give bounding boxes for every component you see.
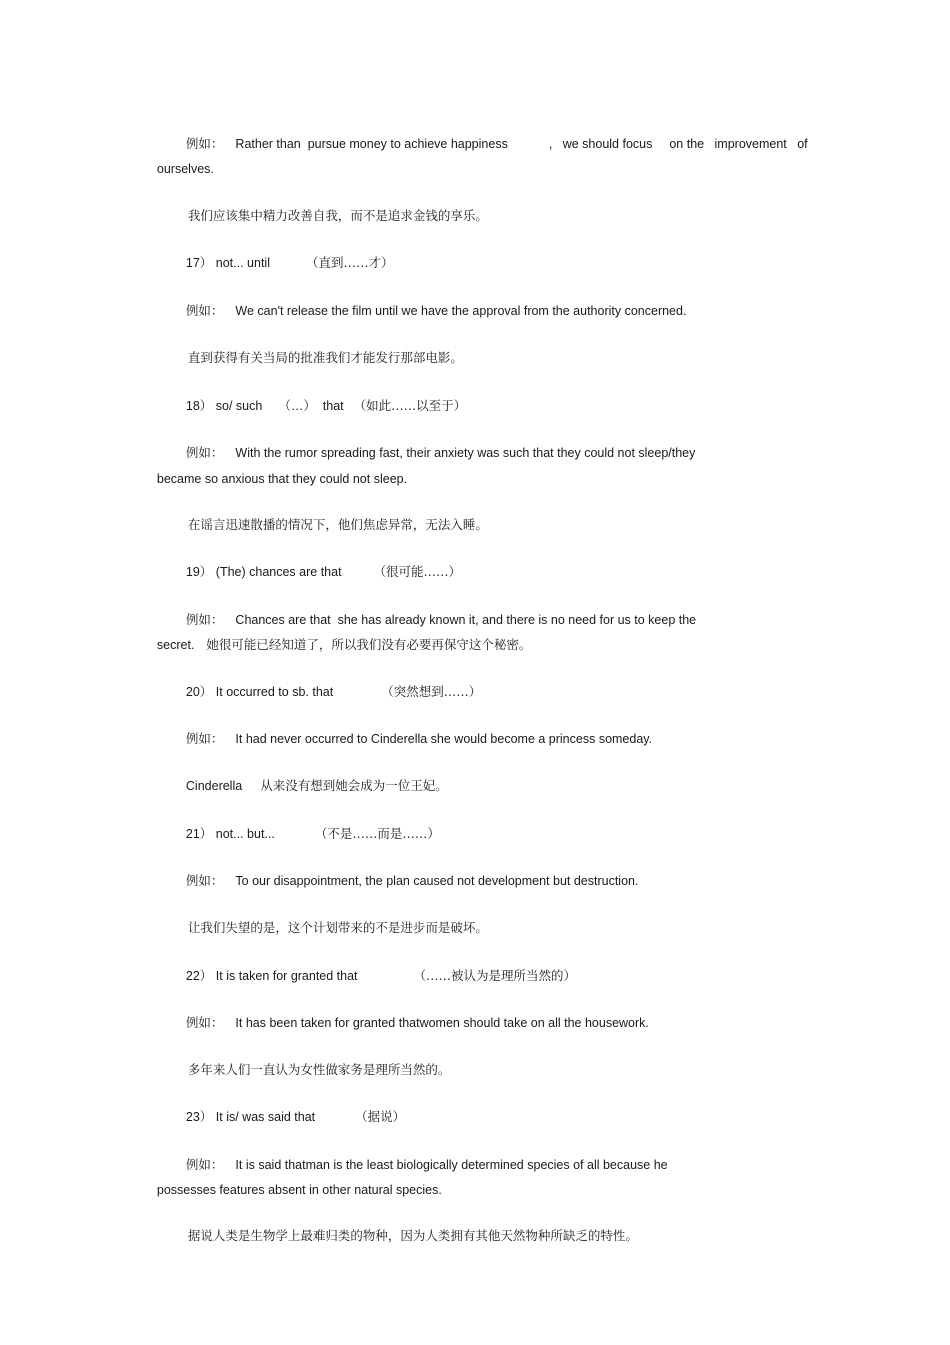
example-text: It is said thatman is the least biologically determined species of all because he xyxy=(235,1158,668,1172)
translation-line xyxy=(172,501,488,549)
translation-name: Cinderella xyxy=(185,779,243,793)
example-line xyxy=(172,857,638,905)
example-label: 例如： xyxy=(185,1015,224,1030)
heading-en: 18） so/ such xyxy=(185,399,263,413)
translation-text: 多年来人们一直认为女性做家务是理所当然的。 xyxy=(187,1062,451,1077)
heading-en: 17） not... until xyxy=(185,256,270,270)
example-label: 例如： xyxy=(185,1157,224,1172)
heading-en: 21） not... but... xyxy=(185,827,275,841)
example-text: possesses features absent in other natural species. xyxy=(156,1183,442,1197)
heading-line xyxy=(172,1093,405,1141)
translation-text: 她很可能已经知道了，所以我们没有必要再保守这个秘密。 xyxy=(206,637,532,652)
translation-text: 直到获得有关当局的批准我们才能发行那部电影。 xyxy=(187,350,463,365)
example-text: With the rumor spreading fast, their anxiety was such that they could not sleep/they xyxy=(235,446,696,460)
example-text: Rather than pursue money to achieve happiness xyxy=(235,137,508,151)
translation-text: 从来没有想到她会成为一位王妃。 xyxy=(260,778,448,793)
heading-cn: （据说） xyxy=(355,1109,406,1124)
example-line-continued xyxy=(143,455,407,503)
example-label: 例如： xyxy=(185,731,224,746)
example-line xyxy=(172,120,808,168)
heading-line xyxy=(172,382,466,430)
translation-text: 据说人类是生物学上最难归类的物种，因为人类拥有其他天然物种所缺乏的特性。 xyxy=(187,1228,638,1243)
translation-line xyxy=(172,334,463,382)
example-text: became so anxious that they could not sleep. xyxy=(156,472,408,486)
example-text: Chances are that she has already known it, and there is no need for us to keep the xyxy=(235,613,697,627)
example-line-continued xyxy=(143,145,214,193)
translation-text: 让我们失望的是，这个计划带来的不是进步而是破坏。 xyxy=(187,920,488,935)
heading-cn: （如此……以至于） xyxy=(353,398,467,413)
example-line xyxy=(172,715,652,763)
example-line xyxy=(172,287,686,335)
heading-en: 20） It occurred to sb. that xyxy=(185,685,334,699)
example-label: 例如： xyxy=(185,136,224,151)
example-text: , we should focus xyxy=(548,137,653,151)
example-label: 例如： xyxy=(185,445,224,460)
translation-line xyxy=(172,192,488,240)
heading-line xyxy=(172,952,576,1000)
translation-line xyxy=(172,1046,450,1094)
heading-line xyxy=(172,239,394,287)
translation-line xyxy=(172,904,488,952)
heading-en: 22） It is taken for granted that xyxy=(185,969,358,983)
heading-line xyxy=(172,810,440,858)
example-line xyxy=(172,999,649,1047)
example-line-continued xyxy=(143,1166,442,1214)
translation-line xyxy=(172,762,448,810)
example-text: on the improvement of xyxy=(669,137,808,151)
example-label: 例如： xyxy=(185,873,224,888)
heading-en: 19） (The) chances are that xyxy=(185,565,342,579)
heading-line xyxy=(172,548,461,596)
heading-cn: （突然想到……） xyxy=(381,684,482,699)
example-text: It has been taken for granted thatwomen should take on all the housework. xyxy=(235,1016,649,1030)
example-text: We can't release the film until we have the approval from the authority concerned. xyxy=(235,304,687,318)
example-text: To our disappointment, the plan caused not development but destruction. xyxy=(235,874,639,888)
heading-mid: （…） that xyxy=(278,399,344,413)
heading-cn: （……被认为是理所当然的） xyxy=(413,968,577,983)
example-label: 例如： xyxy=(185,612,224,627)
heading-line xyxy=(172,668,481,716)
translation-text: 在谣言迅速散播的情况下，他们焦虑异常，无法入睡。 xyxy=(187,517,488,532)
heading-en: 23） It is/ was said that xyxy=(185,1110,316,1124)
example-line-continued xyxy=(143,621,531,669)
heading-cn: （不是……而是……） xyxy=(314,826,440,841)
example-text: secret. xyxy=(156,638,195,652)
translation-text: 我们应该集中精力改善自我，而不是追求金钱的享乐。 xyxy=(187,208,488,223)
example-text: ourselves. xyxy=(156,162,214,176)
heading-cn: （直到……才） xyxy=(305,255,394,270)
heading-cn: （很可能……） xyxy=(373,564,462,579)
example-text: It had never occurred to Cinderella she would become a princess someday. xyxy=(235,732,653,746)
translation-line xyxy=(172,1212,638,1260)
example-label: 例如： xyxy=(185,303,224,318)
